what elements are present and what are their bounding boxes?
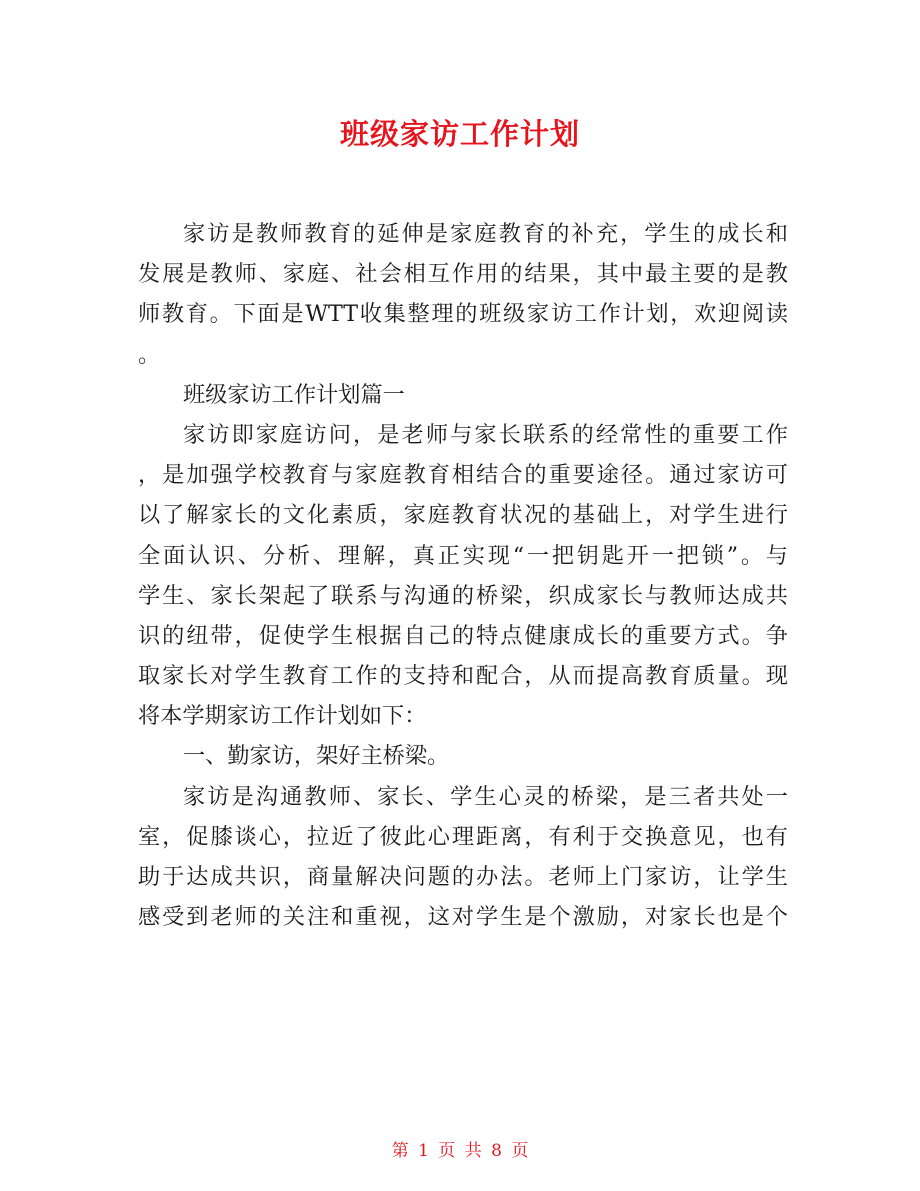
page-footer: 第 1 页 共 8 页 bbox=[391, 1141, 529, 1161]
text-line: 。 bbox=[138, 341, 161, 368]
document-body bbox=[138, 214, 788, 937]
document-title: 班级家访工作计划 bbox=[339, 117, 580, 151]
text-line: 感受到老师的关注和重视，这对学生是个激励，对家长也是个 bbox=[138, 904, 788, 931]
text-line: 发展是教师、家庭、社会相互作用的结果，其中最主要的是教 bbox=[138, 261, 788, 288]
text-line: 取家长对学生教育工作的支持和配合，从而提高教育质量。现 bbox=[138, 663, 788, 690]
text-line: ，是加强学校教育与家庭教育相结合的重要途径。通过家访可 bbox=[138, 462, 788, 489]
section-heading: 班级家访工作计划篇一 bbox=[183, 381, 405, 408]
text-line: 助于达成共识，商量解决问题的办法。老师上门家访，让学生 bbox=[138, 864, 788, 890]
text-line: 识的纽带，促使学生根据自己的特点健康成长的重要方式。争 bbox=[138, 622, 788, 649]
text-line: 家访是沟通教师、家长、学生心灵的桥梁，是三者共处一 bbox=[183, 783, 788, 810]
text-line: 师教育。下面是WTT收集整理的班级家访工作计划，欢迎阅读 bbox=[138, 301, 788, 328]
text-line: 家访是教师教育的延伸是家庭教育的补充，学生的成长和 bbox=[183, 221, 788, 247]
text-line: 全面认识、分析、理解，真正实现“一把钥匙开一把锁”。与 bbox=[138, 542, 788, 569]
text-line: 室，促膝谈心，拉近了彼此心理距离，有利于交换意见，也有 bbox=[138, 823, 788, 850]
text-line: 学生、家长架起了联系与沟通的桥梁，织成家长与教师达成共 bbox=[138, 582, 788, 609]
text-line: 将本学期家访工作计划如下： bbox=[138, 703, 427, 730]
text-line: 以了解家长的文化素质，家庭教育状况的基础上，对学生进行 bbox=[138, 502, 788, 529]
text-line: 家访即家庭访问，是老师与家长联系的经常性的重要工作 bbox=[183, 421, 788, 448]
section-heading: 一、勤家访，架好主桥梁。 bbox=[183, 743, 450, 770]
